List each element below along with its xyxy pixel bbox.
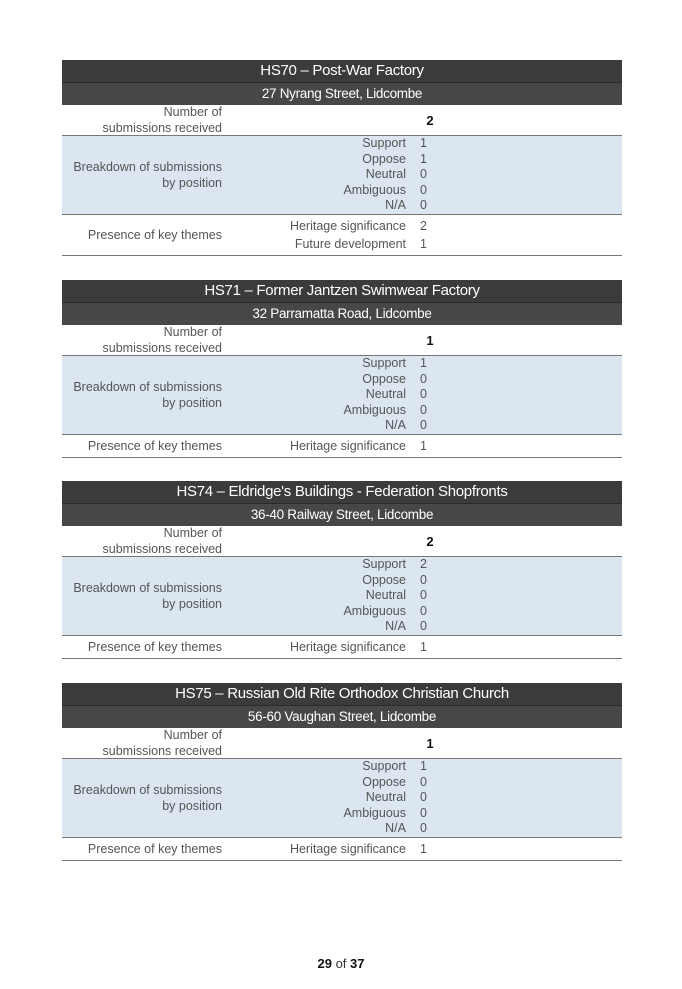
theme-name: Heritage significance [289, 438, 406, 453]
position-list [230, 557, 622, 635]
site-address: 56-60 Vaughan Street, Lidcombe [62, 705, 622, 728]
position-breakdown-label: Breakdown of submissions by position [73, 159, 222, 190]
position-item [230, 557, 622, 573]
key-themes-row [62, 838, 622, 861]
position-name: N/A [385, 418, 406, 433]
position-item [230, 403, 622, 419]
position-item [230, 198, 622, 214]
theme-list [230, 838, 622, 860]
position-breakdown-label: Breakdown of submissions by position [73, 782, 222, 813]
position-count: 0 [420, 588, 427, 603]
position-item [230, 183, 622, 199]
submission-count-row [62, 325, 622, 356]
position-name: Oppose [362, 774, 406, 789]
position-name: N/A [385, 821, 406, 836]
position-name: Oppose [362, 572, 406, 587]
position-name: Neutral [365, 790, 406, 805]
current-page: 29 [317, 956, 332, 971]
position-count: 1 [420, 151, 427, 166]
theme-name: Heritage significance [289, 841, 406, 856]
submission-count-row [62, 526, 622, 557]
theme-list [230, 215, 622, 255]
theme-item [230, 217, 622, 235]
position-count: 0 [420, 387, 427, 402]
theme-name: Future development [294, 236, 406, 251]
theme-name: Heritage significance [289, 218, 406, 233]
position-item [230, 573, 622, 589]
submission-count-value: 1 [426, 735, 434, 751]
position-list [230, 356, 622, 434]
position-item [230, 136, 622, 152]
site-title: HS74 – Eldridge's Buildings - Federation Shopfronts [62, 481, 622, 503]
position-count: 1 [420, 356, 427, 370]
position-breakdown-row [62, 136, 622, 215]
site-title: HS70 – Post-War Factory [62, 60, 622, 82]
position-name: Support [362, 557, 406, 571]
position-breakdown-row [62, 356, 622, 435]
theme-name: Heritage significance [289, 639, 406, 654]
position-breakdown-label: Breakdown of submissions by position [73, 379, 222, 410]
position-count: 0 [420, 805, 427, 820]
position-name: Ambiguous [343, 182, 406, 197]
submission-count-label: Number of submissions received [102, 105, 222, 135]
theme-list [230, 636, 622, 658]
position-item [230, 806, 622, 822]
key-themes-label: Presence of key themes [87, 227, 222, 242]
submission-count-label: Number of submissions received [102, 728, 222, 758]
position-count: 0 [420, 418, 427, 433]
theme-count: 1 [420, 639, 427, 654]
theme-count: 1 [420, 236, 427, 251]
theme-item [230, 638, 622, 656]
key-themes-row [62, 636, 622, 659]
position-count: 0 [420, 371, 427, 386]
position-item [230, 619, 622, 635]
position-item [230, 152, 622, 168]
site-address: 32 Parramatta Road, Lidcombe [62, 302, 622, 325]
position-item [230, 775, 622, 791]
position-name: Neutral [365, 167, 406, 182]
key-themes-label: Presence of key themes [87, 639, 222, 654]
position-count: 0 [420, 198, 427, 213]
submission-count-row [62, 728, 622, 759]
position-name: Neutral [365, 588, 406, 603]
position-count: 0 [420, 167, 427, 182]
submission-count-row [62, 105, 622, 136]
submission-count-value: 1 [426, 332, 434, 348]
position-count: 0 [420, 572, 427, 587]
position-item [230, 821, 622, 837]
position-breakdown-row [62, 557, 622, 636]
submission-count-value: 2 [426, 112, 434, 128]
theme-count: 1 [420, 841, 427, 856]
site-address: 36-40 Railway Street, Lidcombe [62, 503, 622, 526]
site-table [62, 481, 622, 659]
site-table [62, 280, 622, 458]
position-item [230, 588, 622, 604]
position-count: 1 [420, 759, 427, 773]
theme-item [230, 840, 622, 858]
position-count: 0 [420, 182, 427, 197]
position-count: 0 [420, 402, 427, 417]
key-themes-row [62, 215, 622, 256]
position-item [230, 759, 622, 775]
position-count: 0 [420, 790, 427, 805]
submission-count-label: Number of submissions received [102, 526, 222, 556]
position-item [230, 372, 622, 388]
site-title: HS75 – Russian Old Rite Orthodox Christian Church [62, 683, 622, 705]
position-name: Support [362, 759, 406, 773]
position-item [230, 418, 622, 434]
position-breakdown-row [62, 759, 622, 838]
theme-list [230, 435, 622, 457]
theme-item [230, 437, 622, 455]
submission-count-value: 2 [426, 533, 434, 549]
position-item [230, 167, 622, 183]
key-themes-label: Presence of key themes [87, 438, 222, 453]
position-name: Support [362, 136, 406, 150]
position-count: 0 [420, 821, 427, 836]
position-name: Support [362, 356, 406, 370]
theme-item [230, 235, 622, 253]
site-table [62, 683, 622, 861]
key-themes-row [62, 435, 622, 458]
position-name: Neutral [365, 387, 406, 402]
position-count: 0 [420, 619, 427, 634]
page-number [0, 956, 682, 971]
page-of: of [335, 956, 347, 971]
site-table [62, 60, 622, 256]
theme-count: 2 [420, 218, 427, 233]
theme-count: 1 [420, 438, 427, 453]
position-item [230, 790, 622, 806]
position-name: N/A [385, 619, 406, 634]
position-name: N/A [385, 198, 406, 213]
position-name: Ambiguous [343, 402, 406, 417]
position-count: 0 [420, 603, 427, 618]
key-themes-label: Presence of key themes [87, 841, 222, 856]
submission-count-label: Number of submissions received [102, 325, 222, 355]
position-name: Ambiguous [343, 603, 406, 618]
position-name: Ambiguous [343, 805, 406, 820]
position-count: 2 [420, 557, 427, 571]
site-address: 27 Nyrang Street, Lidcombe [62, 82, 622, 105]
position-item [230, 356, 622, 372]
position-name: Oppose [362, 371, 406, 386]
position-name: Oppose [362, 151, 406, 166]
position-item [230, 387, 622, 403]
position-list [230, 136, 622, 214]
position-breakdown-label: Breakdown of submissions by position [73, 580, 222, 611]
position-count: 1 [420, 136, 427, 150]
site-title: HS71 – Former Jantzen Swimwear Factory [62, 280, 622, 302]
position-list [230, 759, 622, 837]
total-pages: 37 [350, 956, 365, 971]
position-count: 0 [420, 774, 427, 789]
position-item [230, 604, 622, 620]
